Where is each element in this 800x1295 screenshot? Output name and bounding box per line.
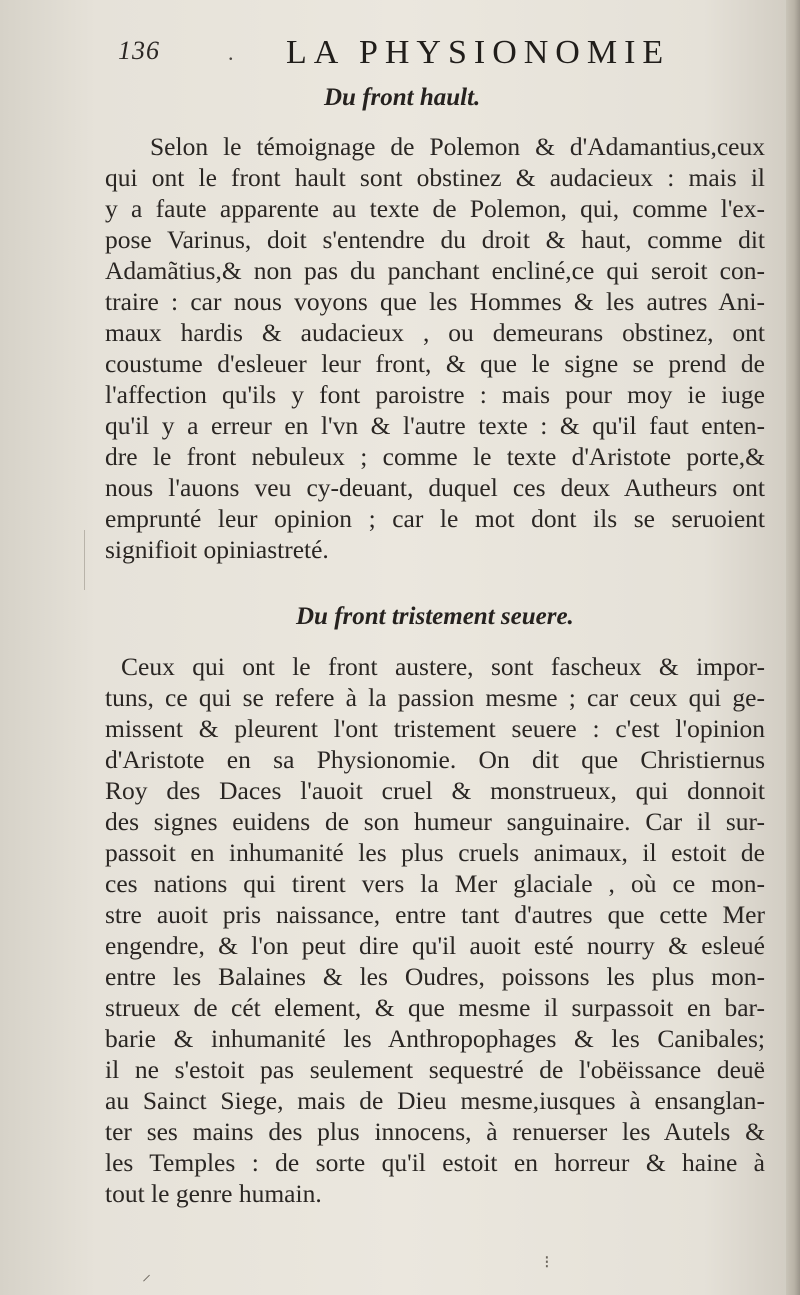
text-line: stre auoit pris naissance, entre tant d'autres que cette Mer — [105, 900, 765, 929]
text-line: il ne s'estoit pas seulement sequestré de l'obëissance deuë — [105, 1055, 765, 1084]
text-line: nous l'auons veu cy-deuant, duquel ces deux Autheurs ont — [105, 473, 765, 502]
text-line: entre les Balaines & les Oudres, poissons les plus mon- — [105, 962, 765, 991]
text-line: d'Aristote en sa Physionomie. On dit que Christiernus — [105, 745, 765, 774]
text-line: tuns, ce qui se refere à la passion mesme ; car ceux qui ge- — [105, 683, 765, 712]
page-header — [118, 32, 678, 76]
text-line: signifioit opiniastreté. — [105, 535, 329, 564]
text-line: qui ont le front hault sont obstinez & audacieux : mais il — [105, 163, 765, 192]
text-line: barie & inhumanité les Anthropophages & les Canibales; — [105, 1024, 765, 1053]
footer-mark: ⸝ — [142, 1264, 151, 1285]
section-title-front-hault: Du front hault. — [324, 84, 481, 111]
section-title-front-seuere: Du front tristement seuere. — [296, 603, 574, 630]
text-line: ter ses mains des plus innocens, à renuerser les Autels & — [105, 1117, 765, 1146]
text-line: Ceux qui ont le front austere, sont fascheux & impor- — [121, 652, 765, 681]
running-title: LA PHYSIONOMIE — [286, 34, 671, 71]
text-line: l'affection qu'ils y font paroistre : mais pour moy ie iuge — [105, 380, 765, 409]
text-line: passoit en inhumanité les plus cruels animaux, il estoit de — [105, 838, 765, 867]
page-number: 136 — [118, 36, 160, 65]
text-line: ces nations qui tirent vers la Mer glaciale , où ce mon- — [105, 869, 765, 898]
text-line: qu'il y a erreur en l'vn & l'autre texte : & qu'il faut enten- — [105, 411, 765, 440]
text-line: des signes euidens de son humeur sanguinaire. Car il sur- — [105, 807, 765, 836]
text-line: pose Varinus, doit s'entendre du droit & haut, comme dit — [105, 225, 765, 254]
text-line: Selon le témoignage de Polemon & d'Adamantius,ceux — [150, 132, 765, 161]
text-line: au Sainct Siege, mais de Dieu mesme,iusques à ensanglan- — [105, 1086, 765, 1115]
text-line: tout le genre humain. — [105, 1179, 322, 1208]
text-line: engendre, & l'on peut dire qu'il auoit esté nourry & esleué — [105, 931, 765, 960]
text-line: y a faute apparente au texte de Polemon, qui, comme l'ex- — [105, 194, 765, 223]
text-line: traire : car nous voyons que les Hommes & les autres Ani- — [105, 287, 765, 316]
text-line: missent & pleurent l'ont tristement seuere : c'est l'opinion — [105, 714, 765, 743]
header-separator: . — [228, 40, 234, 65]
text-line: dre le front nebuleux ; comme le texte d'Aristote porte,& — [105, 442, 765, 471]
page-gutter — [786, 0, 800, 1295]
margin-bleed-mark — [84, 530, 95, 590]
text-line: strueux de cét element, & que mesme il surpassoit en bar- — [105, 993, 765, 1022]
text-line: les Temples : de sorte qu'il estoit en horreur & haine à — [105, 1148, 765, 1177]
text-line: coustume d'esleuer leur front, & que le signe se prend de — [105, 349, 765, 378]
text-line: Adamãtius,& non pas du panchant encliné,ce qui seroit con- — [105, 256, 765, 285]
footer-dot: ⁝ — [544, 1252, 550, 1273]
text-line: emprunté leur opinion ; car le mot dont ils se seruoient — [105, 504, 765, 533]
text-line: maux hardis & audacieux , ou demeurans obstinez, ont — [105, 318, 765, 347]
text-line: Roy des Daces l'auoit cruel & monstrueux, qui donnoit — [105, 776, 765, 805]
